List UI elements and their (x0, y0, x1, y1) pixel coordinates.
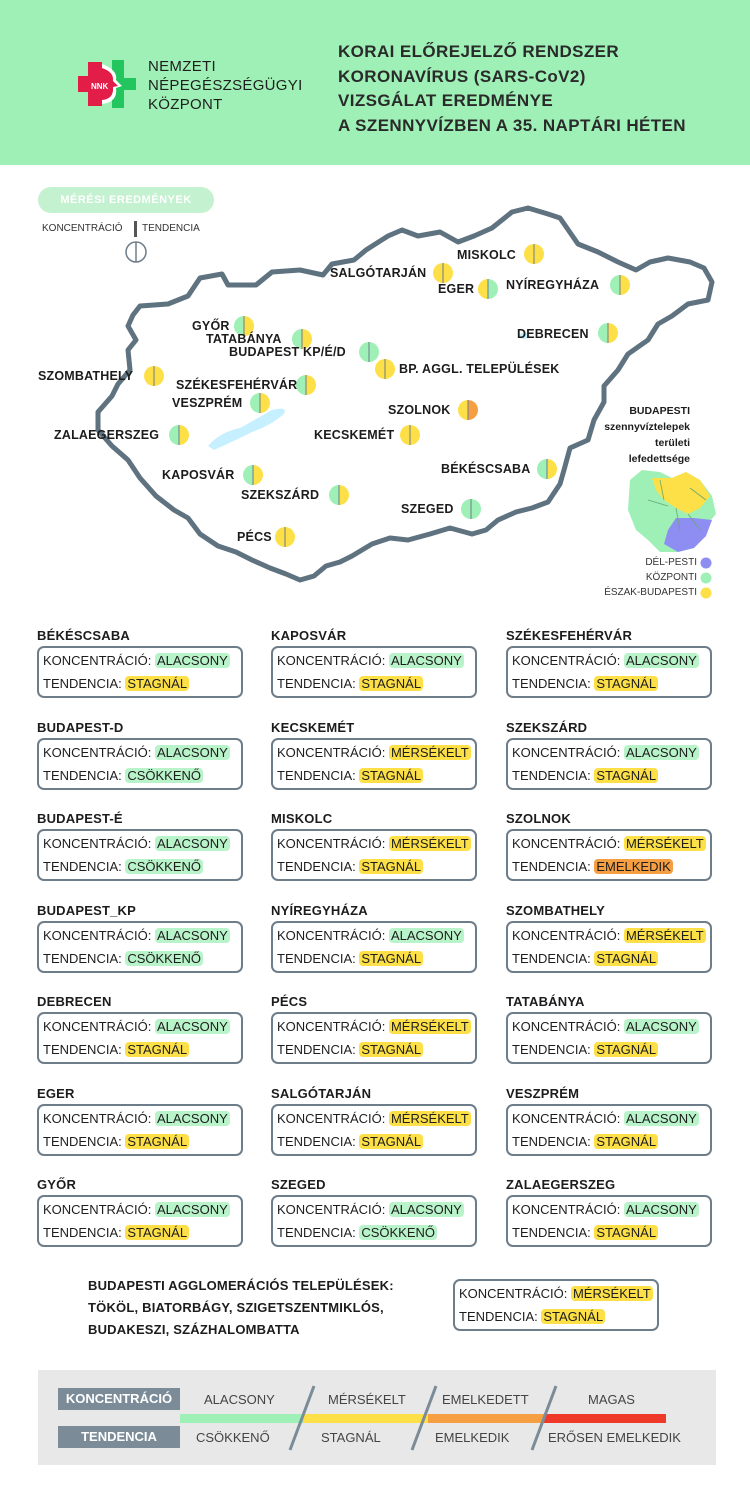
tendency-label: TENDENCIA: (43, 676, 126, 691)
concentration-value: ALACSONY (390, 1202, 462, 1217)
scale-tendency-label: TENDENCIA (58, 1426, 180, 1448)
concentration-row (277, 1202, 464, 1217)
card-city-name: BUDAPEST-D (37, 720, 124, 735)
city-label-nyiregyhaza: NYÍREGYHÁZA (506, 278, 600, 292)
concentration-value: MÉRSÉKELT (390, 745, 469, 760)
hungary-map (0, 0, 750, 600)
marker-zalaegerszeg (169, 425, 189, 445)
result-card (271, 921, 477, 973)
concentration-row (512, 836, 706, 851)
result-card (37, 921, 243, 973)
concentration-row (277, 1111, 471, 1126)
tendency-value: STAGNÁL (596, 951, 657, 966)
card-city-name: SALGÓTARJÁN (271, 1086, 372, 1101)
concentration-row (277, 653, 464, 668)
concentration-label: KONCENTRÁCIÓ: (512, 653, 624, 668)
marker-salgotarjan (433, 263, 453, 283)
result-card (506, 829, 712, 881)
tendency-label: TENDENCIA: (43, 1134, 126, 1149)
tendency-value: CSÖKKENŐ (127, 951, 202, 966)
concentration-row (512, 928, 706, 943)
agglomeration-text (88, 1275, 394, 1341)
country-border (98, 208, 712, 580)
city-label-debrecen: DEBRECEN (517, 327, 589, 341)
tendency-label: TENDENCIA: (43, 859, 126, 874)
tendency-label: TENDENCIA: (43, 1042, 126, 1057)
concentration-label: KONCENTRÁCIÓ: (43, 745, 155, 760)
concentration-value: ALACSONY (156, 653, 228, 668)
city-label-szekszard: SZEKSZÁRD (241, 488, 320, 502)
result-card (506, 1012, 712, 1064)
legend-concentration: KONCENTRÁCIÓ (42, 223, 123, 234)
concentration-label: KONCENTRÁCIÓ: (43, 653, 155, 668)
tendency-row (512, 1134, 658, 1149)
concentration-row (43, 1111, 230, 1126)
card-city-name: BUDAPEST_KP (37, 903, 136, 918)
note-line: területi (654, 437, 690, 449)
concentration-value: MÉRSÉKELT (625, 928, 704, 943)
concentration-label: KONCENTRÁCIÓ: (43, 1202, 155, 1217)
tendency-label: TENDENCIA: (277, 1042, 360, 1057)
scale-level-emelkedett: EMELKEDETT (442, 1392, 529, 1407)
concentration-value: ALACSONY (625, 1202, 697, 1217)
tendency-label: TENDENCIA: (277, 951, 360, 966)
concentration-label: KONCENTRÁCIÓ: (512, 1111, 624, 1126)
city-label-miskolc: MISKOLC (457, 248, 517, 262)
city-label-eger: EGER (438, 282, 475, 296)
tendency-row (43, 951, 203, 966)
scale-legend (38, 1370, 716, 1465)
concentration-label: KONCENTRÁCIÓ: (512, 836, 624, 851)
marker-szekszard (329, 485, 349, 505)
tendency-label: TENDENCIA: (512, 1042, 595, 1057)
concentration-label: KONCENTRÁCIÓ: (512, 1019, 624, 1034)
tendency-label: TENDENCIA: (277, 859, 360, 874)
result-card (37, 1195, 243, 1247)
card-city-name: SZEKSZÁRD (506, 720, 588, 735)
result-card (37, 1104, 243, 1156)
concentration-label: KONCENTRÁCIÓ: (277, 1202, 389, 1217)
tendency-row (43, 1042, 189, 1057)
concentration-value: MÉRSÉKELT (390, 836, 469, 851)
concentration-row (43, 836, 230, 851)
concentration-row (459, 1286, 653, 1301)
tendency-value: STAGNÁL (361, 859, 422, 874)
legend-del-pesti: DÉL-PESTI (645, 557, 697, 568)
marker-szolnok (458, 400, 478, 420)
city-label-kecskemet: KECSKEMÉT (314, 428, 395, 442)
card-city-name: KECSKEMÉT (271, 720, 355, 735)
tendency-row (512, 1225, 658, 1240)
concentration-value: ALACSONY (625, 653, 697, 668)
marker-kaposvar (243, 465, 263, 485)
result-card (37, 1012, 243, 1064)
tendency-label: TENDENCIA: (512, 951, 595, 966)
card-city-name: GYŐR (37, 1177, 77, 1192)
concentration-row (277, 836, 471, 851)
city-label-pecs: PÉCS (237, 530, 272, 544)
org-line: NÉPEGÉSZSÉGÜGYI (148, 77, 303, 94)
tendency-value: STAGNÁL (596, 1042, 657, 1057)
concentration-value: ALACSONY (625, 1019, 697, 1034)
tendency-value: CSÖKKENŐ (361, 1225, 436, 1240)
concentration-label: KONCENTRÁCIÓ: (277, 1019, 389, 1034)
tendency-label: TENDENCIA: (43, 1225, 126, 1240)
tendency-value: STAGNÁL (596, 676, 657, 691)
marker-nyiregyhaza (610, 275, 630, 295)
legend-dot-kozponti (701, 573, 712, 584)
concentration-value: MÉRSÉKELT (572, 1286, 651, 1301)
concentration-value: ALACSONY (625, 1111, 697, 1126)
marker-eger (478, 279, 498, 299)
concentration-value: ALACSONY (390, 653, 462, 668)
marker-pecs (275, 527, 295, 547)
tendency-row (277, 768, 423, 783)
tendency-label: TENDENCIA: (512, 768, 595, 783)
result-card (506, 1104, 712, 1156)
card-city-name: SZOLNOK (506, 811, 571, 826)
concentration-row (277, 928, 464, 943)
concentration-row (43, 745, 230, 760)
measurement-results-label: MÉRÉSI EREDMÉNYEK (38, 187, 214, 213)
result-card (506, 921, 712, 973)
concentration-label: KONCENTRÁCIÓ: (43, 1019, 155, 1034)
city-label-zalaegerszeg: ZALAEGERSZEG (54, 428, 160, 442)
result-card (271, 829, 477, 881)
city-label-szeged: SZEGED (401, 502, 454, 516)
tendency-value: STAGNÁL (361, 676, 422, 691)
card-city-name: SZÉKESFEHÉRVÁR (506, 628, 633, 643)
org-line: KÖZPONT (148, 96, 223, 113)
legend-dot-dely (701, 558, 712, 569)
tendency-row (43, 1134, 189, 1149)
city-label-szolnok: SZOLNOK (388, 403, 451, 417)
tendency-label: TENDENCIA: (277, 1134, 360, 1149)
aggl-line: TÖKÖL, BIATORBÁGY, SZIGETSZENTMIKLÓS, (88, 1300, 384, 1315)
tendency-value: STAGNÁL (361, 768, 422, 783)
title-line: KORAI ELŐREJELZŐ RENDSZER (338, 42, 620, 61)
tendency-row (43, 768, 203, 783)
marker-debrecen (598, 323, 618, 343)
tendency-label: TENDENCIA: (512, 1134, 595, 1149)
scale-tend-erosen: ERŐSEN EMELKEDIK (548, 1430, 681, 1445)
marker-szekesfehervar (296, 375, 316, 395)
result-card (37, 829, 243, 881)
card-city-name: PÉCS (271, 994, 308, 1009)
tendency-row (277, 951, 423, 966)
concentration-label: KONCENTRÁCIÓ: (277, 928, 389, 943)
budapest-coverage-map (628, 470, 716, 552)
tendency-row (512, 859, 673, 874)
legend-tendency: TENDENCIA (142, 223, 200, 234)
org-line: NEMZETI (148, 58, 216, 75)
marker-kecskemet (400, 425, 420, 445)
city-label-gyor: GYŐR (192, 319, 230, 333)
city-label-szekesfehervar: SZÉKESFEHÉRVÁR (176, 378, 298, 392)
note-line: BUDAPESTI (629, 405, 690, 417)
scale-tend-stagnal: STAGNÁL (321, 1430, 381, 1445)
concentration-label: KONCENTRÁCIÓ: (277, 653, 389, 668)
tendency-value: STAGNÁL (543, 1309, 604, 1324)
result-card (506, 1195, 712, 1247)
tendency-label: TENDENCIA: (512, 859, 595, 874)
scale-level-magas: MAGAS (588, 1392, 635, 1407)
concentration-row (512, 745, 699, 760)
result-card (37, 738, 243, 790)
scale-level-alacsony: ALACSONY (204, 1392, 275, 1407)
tendency-row (43, 676, 189, 691)
concentration-label: KONCENTRÁCIÓ: (277, 745, 389, 760)
tendency-row (512, 1042, 658, 1057)
result-card (271, 1104, 477, 1156)
concentration-row (512, 1019, 699, 1034)
city-label-salgotarjan: SALGÓTARJÁN (330, 266, 427, 280)
concentration-value: MÉRSÉKELT (625, 836, 704, 851)
concentration-value: ALACSONY (156, 836, 228, 851)
note-line: lefedettsége (628, 453, 690, 465)
scale-level-mersekelt: MÉRSÉKELT (328, 1392, 406, 1407)
legend-kozponti: KÖZPONTI (645, 572, 697, 583)
concentration-row (512, 1202, 699, 1217)
concentration-label: KONCENTRÁCIÓ: (512, 745, 624, 760)
legend-dot-eszak (701, 588, 712, 599)
tendency-value: STAGNÁL (361, 1042, 422, 1057)
city-label-budapest: BUDAPEST KP/É/D (229, 345, 346, 359)
concentration-label: KONCENTRÁCIÓ: (43, 928, 155, 943)
aggl-line: BUDAKESZI, SZÁZHALOMBATTA (88, 1322, 300, 1337)
tendency-row (277, 676, 423, 691)
card-city-name: MISKOLC (271, 811, 333, 826)
concentration-label: KONCENTRÁCIÓ: (277, 1111, 389, 1126)
scale-tend-csokkeno: CSÖKKENŐ (196, 1430, 270, 1445)
concentration-value: ALACSONY (156, 928, 228, 943)
city-label-bp-aggl: BP. AGGL. TELEPÜLÉSEK (399, 362, 560, 376)
tendency-row (43, 859, 203, 874)
tendency-row (512, 768, 658, 783)
concentration-value: MÉRSÉKELT (390, 1111, 469, 1126)
tendency-value: STAGNÁL (127, 1134, 188, 1149)
marker-budapest (359, 342, 379, 362)
tendency-value: STAGNÁL (361, 951, 422, 966)
city-label-tatabanya: TATABÁNYA (206, 332, 282, 346)
tendency-label: TENDENCIA: (512, 676, 595, 691)
scale-tend-emelkedik: EMELKEDIK (435, 1430, 510, 1445)
note-line: szennyvíztelepek (604, 421, 690, 433)
marker-bekescsaba (537, 459, 557, 479)
tendency-row (512, 951, 658, 966)
concentration-value: ALACSONY (390, 928, 462, 943)
marker-bp-aggl (375, 359, 395, 379)
logo-text: NNK (91, 82, 109, 91)
concentration-row (43, 1019, 230, 1034)
result-card (271, 738, 477, 790)
card-city-name: ZALAEGERSZEG (506, 1177, 616, 1192)
result-card (506, 738, 712, 790)
tendency-row (277, 1134, 423, 1149)
concentration-label: KONCENTRÁCIÓ: (43, 1111, 155, 1126)
concentration-row (277, 1019, 471, 1034)
legend-halfcircle-icon (126, 242, 146, 262)
concentration-label: KONCENTRÁCIÓ: (277, 836, 389, 851)
tendency-label: TENDENCIA: (512, 1225, 595, 1240)
concentration-row (512, 1111, 699, 1126)
result-card (506, 646, 712, 698)
concentration-label: KONCENTRÁCIÓ: (43, 836, 155, 851)
city-label-szombathely: SZOMBATHELY (38, 369, 134, 383)
concentration-value: ALACSONY (625, 745, 697, 760)
tendency-value: EMELKEDIK (596, 859, 671, 874)
concentration-value: ALACSONY (156, 1019, 228, 1034)
scale-separators (38, 1370, 716, 1465)
title-line: A SZENNYVÍZBEN A 35. NAPTÁRI HÉTEN (338, 115, 686, 135)
marker-miskolc (524, 244, 544, 264)
card-city-name: VESZPRÉM (506, 1086, 580, 1101)
marker-szeged (461, 499, 481, 519)
concentration-value: ALACSONY (156, 1202, 228, 1217)
concentration-row (43, 1202, 230, 1217)
card-city-name: KAPOSVÁR (271, 628, 347, 643)
concentration-row (512, 653, 699, 668)
tendency-row (43, 1225, 189, 1240)
city-label-veszprem: VESZPRÉM (172, 396, 243, 410)
marker-szombathely (144, 366, 164, 386)
concentration-value: ALACSONY (156, 1111, 228, 1126)
card-city-name: SZOMBATHELY (506, 903, 605, 918)
tendency-label: TENDENCIA: (277, 676, 360, 691)
result-card-agglomeration (453, 1279, 659, 1331)
concentration-row (277, 745, 471, 760)
card-city-name: TATABÁNYA (506, 994, 585, 1009)
card-city-name: BUDAPEST-É (37, 811, 123, 826)
tendency-value: STAGNÁL (596, 1225, 657, 1240)
tendency-value: CSÖKKENŐ (127, 768, 202, 783)
concentration-row (43, 653, 230, 668)
city-label-bekescsaba: BÉKÉSCSABA (441, 462, 531, 476)
tendency-value: STAGNÁL (596, 1134, 657, 1149)
concentration-row (43, 928, 230, 943)
title-line: KORONAVÍRUS (SARS-CoV2) (338, 66, 586, 86)
tendency-row (512, 676, 658, 691)
card-city-name: BÉKÉSCSABA (37, 628, 131, 643)
marker-veszprem (250, 393, 270, 413)
concentration-value: ALACSONY (156, 745, 228, 760)
card-city-name: NYÍREGYHÁZA (271, 903, 368, 918)
card-city-name: EGER (37, 1086, 75, 1101)
card-city-name: SZEGED (271, 1177, 326, 1192)
card-city-name: DEBRECEN (37, 994, 112, 1009)
tendency-label: TENDENCIA: (459, 1309, 542, 1324)
tendency-row (277, 1225, 437, 1240)
tendency-value: STAGNÁL (361, 1134, 422, 1149)
city-label-kaposvar: KAPOSVÁR (162, 468, 235, 482)
concentration-label: KONCENTRÁCIÓ: (512, 1202, 624, 1217)
concentration-label: KONCENTRÁCIÓ: (512, 928, 624, 943)
tendency-label: TENDENCIA: (43, 768, 126, 783)
title-line: VIZSGÁLAT EREDMÉNYE (338, 91, 554, 110)
tendency-label: TENDENCIA: (277, 768, 360, 783)
tendency-value: STAGNÁL (127, 1225, 188, 1240)
tendency-value: CSÖKKENŐ (127, 859, 202, 874)
result-card (37, 646, 243, 698)
tendency-value: STAGNÁL (127, 1042, 188, 1057)
tendency-label: TENDENCIA: (277, 1225, 360, 1240)
tendency-value: STAGNÁL (127, 676, 188, 691)
concentration-value: MÉRSÉKELT (390, 1019, 469, 1034)
tendency-value: STAGNÁL (596, 768, 657, 783)
tendency-row (277, 1042, 423, 1057)
result-card (271, 1195, 477, 1247)
tendency-label: TENDENCIA: (43, 951, 126, 966)
concentration-label: KONCENTRÁCIÓ: (459, 1286, 571, 1301)
budapest-coverage-note (600, 403, 690, 467)
tendency-row (459, 1309, 605, 1324)
legend-eszak-budapesti: ÉSZAK-BUDAPESTI (604, 587, 697, 598)
aggl-line: BUDAPESTI AGGLOMERÁCIÓS TELEPÜLÉSEK: (88, 1278, 394, 1293)
scale-concentration-label: KONCENTRÁCIÓ (58, 1388, 180, 1410)
result-card (271, 646, 477, 698)
result-card (271, 1012, 477, 1064)
tendency-row (277, 859, 423, 874)
